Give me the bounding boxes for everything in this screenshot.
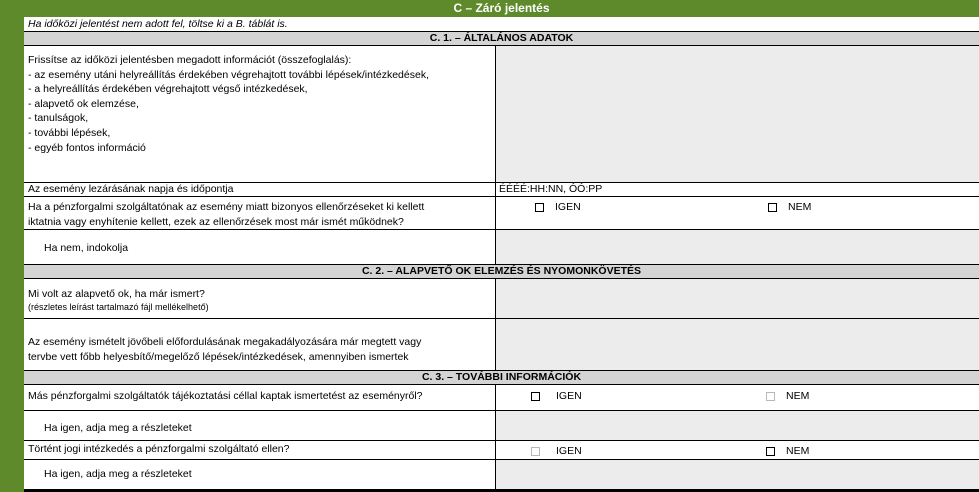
sidebar-bar bbox=[0, 0, 24, 492]
update-info-label bbox=[24, 46, 496, 182]
controls-question-row bbox=[24, 197, 979, 230]
closing-date-field[interactable]: ÉÉÉÉ:HH:NN, ÓÓ:PP bbox=[496, 183, 979, 196]
section3-header: C. 3. – TOVÁBBI INFORMÁCIÓK bbox=[24, 371, 979, 385]
legal-details-label: Ha igen, adja meg a részleteket bbox=[24, 460, 496, 489]
legal-no-label: NEM bbox=[786, 445, 810, 457]
legal-question: Történt jogi intézkedés a pénzforgalmi szolgáltató ellen? bbox=[24, 441, 496, 459]
closing-date-label: Az esemény lezárásának napja és időpontja bbox=[24, 183, 496, 196]
informed-no-label: NEM bbox=[786, 390, 810, 402]
controls-no-option[interactable] bbox=[768, 201, 811, 213]
controls-answer-cell bbox=[496, 197, 979, 229]
legal-row bbox=[24, 441, 979, 460]
controls-question-label bbox=[24, 197, 496, 229]
update-info-field[interactable] bbox=[496, 46, 979, 182]
note-text: Ha időközi jelentést nem adott fel, töltse ki a B. táblát is. bbox=[28, 18, 288, 30]
legal-no-checkbox[interactable] bbox=[766, 447, 775, 456]
section1-header: C. 1. – ÁLTALÁNOS ADATOK bbox=[24, 32, 979, 46]
informed-yes-checkbox[interactable] bbox=[531, 392, 540, 401]
update-line: - egyéb fontos információ bbox=[28, 141, 146, 154]
prevention-row bbox=[24, 319, 979, 371]
note-row bbox=[24, 17, 979, 32]
controls-yes-option[interactable] bbox=[535, 201, 581, 213]
update-line: - további lépések, bbox=[28, 126, 111, 139]
prevention-label bbox=[24, 319, 496, 370]
controls-question-line: iktatnia vagy enyhítenie kellett, ezek az ellenőrzések most már ismét működnek? bbox=[28, 215, 404, 228]
prevention-line: Az esemény ismételt jövőbeli előfordulásának megakadályozására már megtett vagy bbox=[28, 336, 422, 348]
informed-answer-cell bbox=[496, 385, 979, 410]
informed-no-option[interactable] bbox=[766, 390, 809, 402]
informed-row bbox=[24, 385, 979, 411]
legal-yes-label: IGEN bbox=[556, 445, 582, 457]
update-line: - alapvető ok elemzése, bbox=[28, 97, 139, 110]
legal-answer-cell bbox=[496, 441, 979, 459]
informed-details-field[interactable] bbox=[496, 411, 979, 440]
justify-label: Ha nem, indokolja bbox=[24, 230, 496, 264]
controls-no-checkbox[interactable] bbox=[768, 203, 777, 212]
informed-question: Más pénzforgalmi szolgáltatók tájékoztatási céllal kaptak ismertetést az eseményről? bbox=[24, 385, 496, 410]
legal-details-field[interactable] bbox=[496, 460, 979, 489]
legal-no-option[interactable] bbox=[766, 445, 809, 457]
root-cause-label bbox=[24, 279, 496, 318]
update-info-row bbox=[24, 46, 979, 183]
controls-yes-label: IGEN bbox=[555, 201, 581, 213]
controls-question-line: Ha a pénzforgalmi szolgáltatónak az esemény miatt bizonyos ellenőrzéseket ki kellett bbox=[28, 201, 425, 213]
legal-details-row bbox=[24, 460, 979, 489]
update-line: - az esemény utáni helyreállítás érdekében végrehajtott további lépések/intézkedések, bbox=[28, 68, 429, 81]
controls-no-label: NEM bbox=[788, 201, 812, 213]
justify-field[interactable] bbox=[496, 230, 979, 264]
root-cause-field[interactable] bbox=[496, 279, 979, 318]
legal-yes-checkbox[interactable] bbox=[531, 447, 540, 456]
update-line: - a helyreállítás érdekében végrehajtott végső intézkedések, bbox=[28, 83, 308, 96]
controls-yes-checkbox[interactable] bbox=[535, 203, 544, 212]
closing-date-row bbox=[24, 183, 979, 197]
informed-details-label: Ha igen, adja meg a részleteket bbox=[24, 411, 496, 440]
informed-no-checkbox[interactable] bbox=[766, 392, 775, 401]
informed-details-row bbox=[24, 411, 979, 441]
root-cause-row bbox=[24, 279, 979, 319]
justify-row bbox=[24, 230, 979, 265]
informed-yes-option[interactable] bbox=[531, 390, 582, 402]
legal-yes-option[interactable] bbox=[531, 445, 582, 457]
informed-yes-label: IGEN bbox=[556, 390, 582, 402]
root-cause-note: (részletes leírást tartalmazó fájl mellékelhető) bbox=[28, 301, 209, 312]
update-line: Frissítse az időközi jelentésben megadott információt (összefoglalás): bbox=[28, 54, 352, 66]
section2-header: C. 2. – ALAPVETŐ OK ELEMZÉS ÉS NYOMONKÖVETÉS bbox=[24, 265, 979, 279]
prevention-field[interactable] bbox=[496, 319, 979, 370]
prevention-line: tervbe vett főbb helyesbítő/megelőző lépések/intézkedések, amennyiben ismertek bbox=[28, 350, 409, 363]
form-title: C – Záró jelentés bbox=[24, 0, 979, 17]
update-line: - tanulságok, bbox=[28, 112, 89, 125]
root-cause-question: Mi volt az alapvető ok, ha már ismert? bbox=[28, 288, 205, 300]
